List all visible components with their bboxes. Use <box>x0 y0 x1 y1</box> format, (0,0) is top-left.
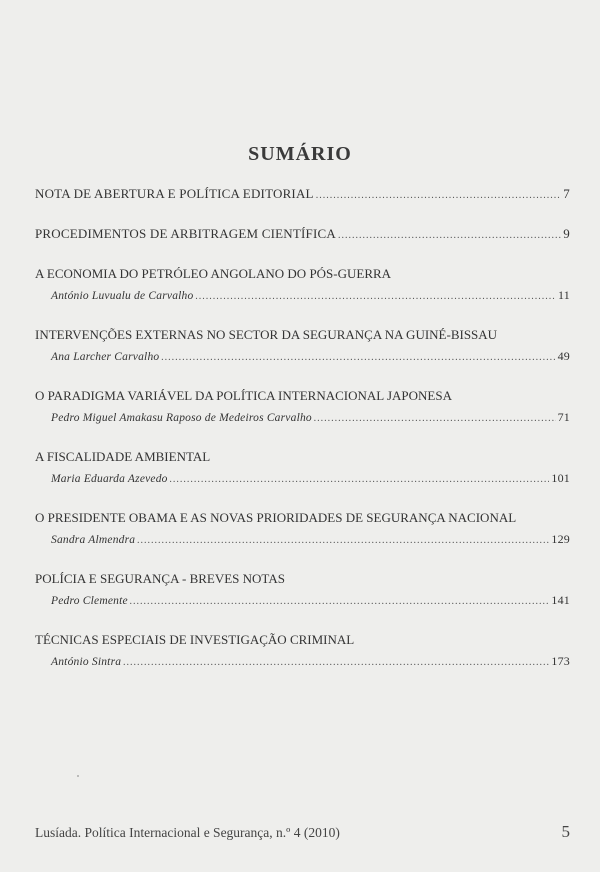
toc-entry <box>35 631 570 672</box>
toc-entry-title: NOTA DE ABERTURA E POLÍTICA EDITORIAL <box>35 186 314 201</box>
toc-entry <box>35 509 570 550</box>
toc-entry-page: 7 <box>563 186 570 201</box>
toc-author-row <box>35 530 570 550</box>
dot-leader <box>161 349 555 367</box>
footer-journal: Lusíada. Política Internacional e Segurança, n.º 4 (2010) <box>35 825 340 840</box>
page-title: SUMÁRIO <box>248 143 352 165</box>
toc-entry-page: 129 <box>551 532 570 546</box>
toc-entry <box>35 326 570 367</box>
dot-leader <box>314 410 556 428</box>
toc-entry-page: 101 <box>551 471 570 485</box>
toc-entry-page: 9 <box>563 226 570 241</box>
toc-entry-page: 141 <box>551 593 570 607</box>
dot-leader <box>137 532 549 550</box>
toc-author-row <box>35 286 570 306</box>
toc-entry-title: PROCEDIMENTOS DE ARBITRAGEM CIENTÍFICA <box>35 226 336 241</box>
toc-entry-author: Pedro Miguel Amakasu Raposo de Medeiros Carvalho <box>51 412 312 424</box>
toc-entry-title: O PRESIDENTE OBAMA E AS NOVAS PRIORIDADES DE SEGURANÇA NACIONAL <box>35 510 517 525</box>
toc-entry-page: 49 <box>557 349 570 363</box>
toc-entry-author: Sandra Almendra <box>51 534 136 546</box>
toc-author-row <box>35 408 570 428</box>
toc-title-row <box>35 185 570 205</box>
toc-author-row <box>35 591 570 611</box>
toc-entry <box>35 185 570 205</box>
toc-title-row <box>35 225 570 245</box>
toc-entry-title: O PARADIGMA VARIÁVEL DA POLÍTICA INTERNACIONAL JAPONESA <box>35 388 452 403</box>
table-of-contents <box>35 185 570 692</box>
toc-entry-title: A ECONOMIA DO PETRÓLEO ANGOLANO DO PÓS-GUERRA <box>35 266 392 281</box>
toc-entry <box>35 570 570 611</box>
toc-author-row <box>35 469 570 489</box>
toc-author-row <box>35 652 570 672</box>
dot-leader <box>338 227 561 245</box>
toc-author-row <box>35 347 570 367</box>
dot-leader <box>130 593 550 611</box>
toc-entry-page: 11 <box>558 288 570 302</box>
dot-leader <box>170 471 550 489</box>
toc-entry-author: Ana Larcher Carvalho <box>51 351 160 363</box>
scan-speck <box>77 775 79 777</box>
toc-entry-title: INTERVENÇÕES EXTERNAS NO SECTOR DA SEGURANÇA NA GUINÉ-BISSAU <box>35 327 498 342</box>
footer-page-number: 5 <box>561 822 570 841</box>
toc-entry <box>35 387 570 428</box>
toc-entry-page: 173 <box>551 654 570 668</box>
toc-entry <box>35 265 570 306</box>
dot-leader <box>123 654 549 672</box>
toc-entry-title: POLÍCIA E SEGURANÇA - BREVES NOTAS <box>35 571 285 586</box>
toc-entry-title: A FISCALIDADE AMBIENTAL <box>35 449 211 464</box>
toc-entry-page: 71 <box>557 410 570 424</box>
dot-leader <box>195 288 556 306</box>
toc-entry-author: Maria Eduarda Azevedo <box>51 473 168 485</box>
toc-entry-author: António Luvualu de Carvalho <box>51 290 194 302</box>
page-footer <box>35 822 570 842</box>
toc-entry-title: TÉCNICAS ESPECIAIS DE INVESTIGAÇÃO CRIMINAL <box>35 632 355 647</box>
toc-entry <box>35 448 570 489</box>
dot-leader <box>316 187 562 205</box>
toc-entry-author: António Sintra <box>51 656 122 668</box>
toc-entry <box>35 225 570 245</box>
toc-entry-author: Pedro Clemente <box>51 595 128 607</box>
